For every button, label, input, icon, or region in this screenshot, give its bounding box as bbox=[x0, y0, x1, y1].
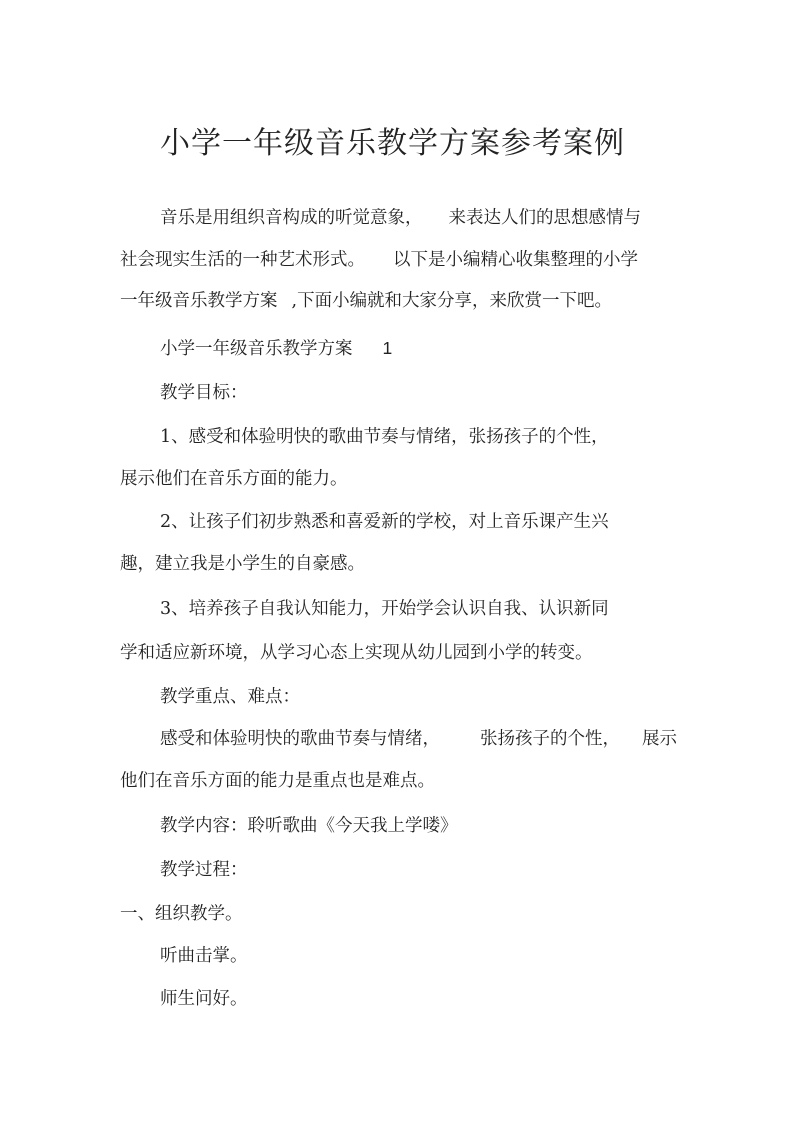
goal-2-line-1: 2、让孩子们初步熟悉和喜爱新的学校，对上音乐课产生兴 bbox=[160, 512, 609, 532]
teaching-content: 教学内容：聆听歌曲《今天我上学喽》 bbox=[160, 816, 458, 836]
key-line-1-part-a: 感受和体验明快的歌曲节奏与情绪， bbox=[160, 729, 440, 749]
key-line-2: 他们在音乐方面的能力是重点也是难点。 bbox=[120, 771, 435, 791]
goal-3-line-2: 学和适应新环境，从学习心态上实现从幼儿园到小学的转变。 bbox=[120, 643, 593, 663]
intro-line-1-part-b: 来表达人们的思想感情与 bbox=[448, 208, 641, 228]
key-line-1-part-c: 展示 bbox=[642, 729, 677, 749]
key-heading: 教学重点、难点： bbox=[160, 687, 300, 707]
key-line-1 bbox=[160, 727, 677, 751]
intro-line-3-part-a: 一年级音乐教学方案 bbox=[120, 291, 278, 311]
process-step-1-item-1: 听曲击掌。 bbox=[160, 946, 248, 966]
goal-1-line-2: 展示他们在音乐方面的能力。 bbox=[120, 469, 348, 489]
process-step-1-item-2: 师生问好。 bbox=[160, 989, 248, 1009]
goal-2-line-2: 趣，建立我是小学生的自豪感。 bbox=[120, 554, 365, 574]
process-heading: 教学过程： bbox=[160, 860, 248, 880]
intro-line-2-part-b: 以下是小编精心收集整理的小学 bbox=[393, 250, 638, 270]
goals-heading: 教学目标： bbox=[160, 383, 248, 403]
intro-line-2 bbox=[120, 248, 638, 272]
document-title: 小学一年级音乐教学方案参考案例 bbox=[160, 126, 625, 161]
intro-line-1 bbox=[160, 206, 641, 230]
plan-heading-label: 小学一年级音乐教学方案 bbox=[160, 339, 353, 359]
process-step-1: 一、组织教学。 bbox=[120, 904, 243, 924]
plan-heading bbox=[160, 336, 392, 361]
goal-1-line-1: 1、感受和体验明快的歌曲节奏与情绪，张扬孩子的个性， bbox=[160, 427, 609, 447]
plan-heading-number: 1 bbox=[382, 338, 393, 358]
intro-line-1-part-a: 音乐是用组织音构成的听觉意象， bbox=[160, 208, 423, 228]
key-line-1-part-b: 张扬孩子的个性， bbox=[480, 729, 620, 749]
goal-3-line-1: 3、培养孩子自我认知能力，开始学会认识自我、认识新同 bbox=[160, 599, 609, 619]
intro-line-2-part-a: 社会现实生活的一种艺术形式。 bbox=[120, 250, 365, 270]
intro-line-3-part-b: ,下面小编就和大家分享，来欣赏一下吧。 bbox=[291, 291, 613, 311]
intro-line-3 bbox=[120, 289, 612, 313]
